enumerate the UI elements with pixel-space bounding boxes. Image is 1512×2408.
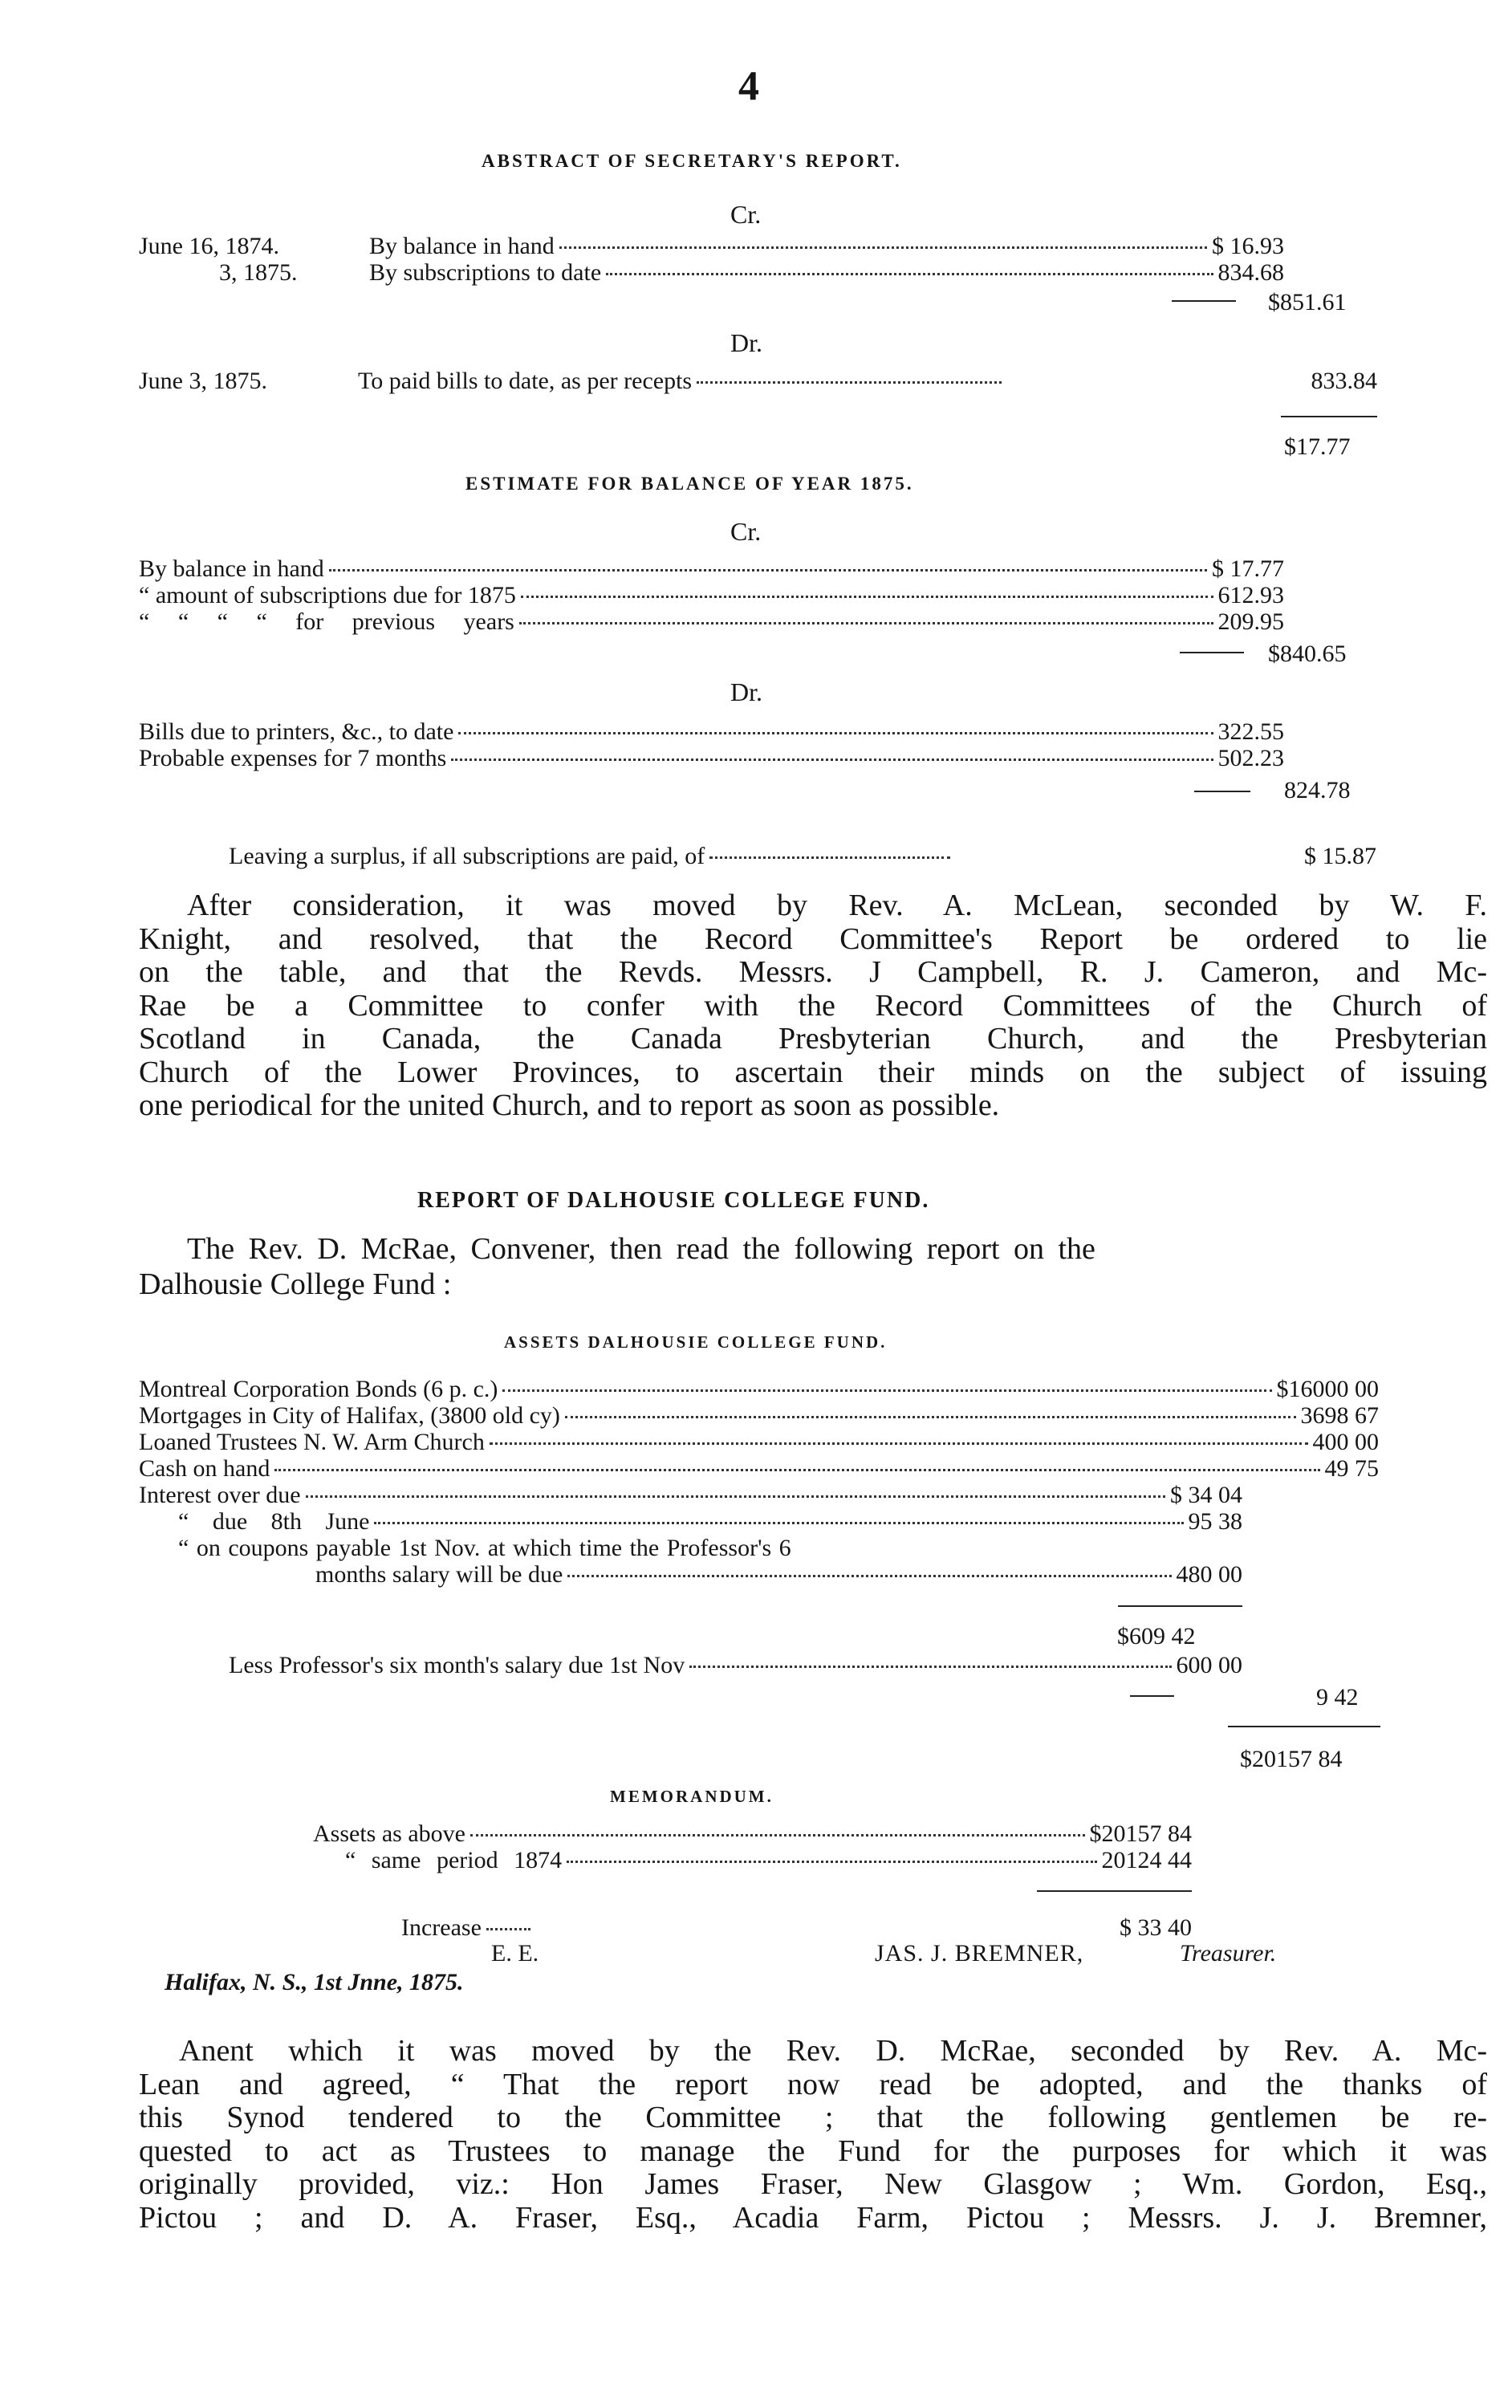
dalhousie-heading: REPORT OF DALHOUSIE COLLEGE FUND. (417, 1188, 930, 1213)
abstract-dr-label: To paid bills to date, as per recepts (358, 368, 693, 394)
interest-amount: $ 34 04 (1170, 1482, 1242, 1508)
interest-label: Interest over due (139, 1482, 301, 1508)
leader-dots (274, 1469, 1319, 1471)
leader-dots (565, 1416, 1296, 1418)
interest-label: “ due 8th June (178, 1508, 370, 1535)
abstract-dr-amount: 833.84 (1311, 368, 1377, 394)
asset-amount: 400 00 (1312, 1429, 1379, 1455)
memo-amount: 20124 44 (1101, 1847, 1192, 1873)
coupons-row-2 (315, 1561, 1242, 1588)
rule (1228, 1726, 1380, 1727)
asset-label: Loaned Trustees N. W. Arm Church (139, 1429, 485, 1455)
para2-line: this Synod tendered to the Committee ; that the following gentlemen be re- (139, 2101, 1487, 2134)
estimate-cr-amount-1: $ 17.77 (1212, 555, 1284, 582)
estimate-dr-row-1 (139, 718, 1284, 746)
less-amount: 600 00 (1176, 1652, 1242, 1678)
dalhousie-intro-1: The Rev. D. McRae, Convener, then read the following report on the (187, 1232, 1095, 1266)
para2-line: Anent which it was moved by the Rev. D. McRae, seconded by Rev. A. Mc- (179, 2034, 1487, 2068)
abstract-cr-row-1 (369, 233, 1284, 260)
ee-initials: E. E. (491, 1940, 539, 1967)
leader-dots (329, 569, 1207, 571)
estimate-cr-label-3: “ “ “ “ for previous years (139, 608, 514, 635)
interest-row-2 (178, 1508, 1242, 1536)
leader-dots (689, 1666, 1171, 1668)
asset-row-2 (139, 1402, 1379, 1430)
abstract-balance: $17.77 (1284, 433, 1351, 460)
surplus-label: Leaving a surplus, if all subscriptions are paid, of (229, 843, 705, 869)
para1-line: Knight, and resolved, that the Record Committee's Report be ordered to lie (139, 921, 1487, 956)
increase-row (401, 1914, 1192, 1942)
paragraph-record-committee (139, 889, 1487, 1123)
abstract-cr-date-1: June 16, 1874. (139, 233, 279, 259)
rule (1281, 416, 1377, 417)
estimate-cr-heading: Cr. (730, 517, 762, 546)
leader-dots (451, 759, 1213, 761)
estimate-cr-amount-3: 209.95 (1217, 608, 1284, 635)
leader-dots (697, 381, 1002, 384)
interest-total: $609 42 (1117, 1623, 1196, 1649)
asset-row-3 (139, 1429, 1379, 1456)
leader-dots (567, 1861, 1096, 1863)
asset-row-4 (139, 1455, 1379, 1483)
asset-label: Montreal Corporation Bonds (6 p. c.) (139, 1376, 498, 1402)
abstract-cr-amount-1: $ 16.93 (1212, 233, 1284, 259)
memo-amount: $20157 84 (1089, 1820, 1192, 1847)
treasurer-name: JAS. J. BREMNER, (875, 1940, 1084, 1967)
para1-line: Scotland in Canada, the Canada Presbyterian Church, and the Presbyterian (139, 1022, 1487, 1056)
asset-amount: 3698 67 (1300, 1402, 1379, 1429)
asset-amount: 49 75 (1324, 1455, 1379, 1482)
estimate-dr-label-2: Probable expenses for 7 months (139, 745, 447, 771)
coupons-line-1: “ on coupons payable 1st Nov. at which time the Professor's 6 (178, 1535, 791, 1561)
para1-line: After consideration, it was moved by Rev. A. McLean, seconded by W. F. (187, 889, 1487, 922)
para2-line: originally provided, viz.: Hon James Fraser, New Glasgow ; Wm. Gordon, Esq., (139, 2167, 1487, 2201)
para1-line: Church of the Lower Provinces, to ascertain their minds on the subject of issuing (139, 1055, 1487, 1089)
abstract-cr-label-1: By balance in hand (369, 233, 555, 259)
leader-dots (559, 246, 1207, 249)
interest-amount: 95 38 (1188, 1508, 1242, 1535)
estimate-cr-row-1 (139, 555, 1284, 583)
estimate-dr-row-2 (139, 745, 1284, 772)
para1-line: on the table, and that the Revds. Messrs. J Campbell, R. J. Cameron, and Mc- (139, 955, 1487, 989)
net-interest: 9 42 (1316, 1684, 1359, 1710)
estimate-dr-heading: Dr. (730, 677, 762, 706)
estimate-dr-label-1: Bills due to printers, &c., to date (139, 718, 454, 745)
leader-dots (521, 596, 1213, 598)
asset-row-1 (139, 1376, 1379, 1403)
leader-dots (374, 1522, 1183, 1524)
estimate-cr-amount-2: 612.93 (1217, 582, 1284, 608)
para2-line: Pictou ; and D. A. Fraser, Esq., Acadia Farm, Pictou ; Messrs. J. J. Bremner, (139, 2200, 1487, 2235)
para2-line: quested to act as Trustees to manage the Fund for the purposes for which it was (139, 2133, 1487, 2168)
estimate-cr-row-2 (139, 582, 1284, 609)
leader-dots (470, 1834, 1085, 1837)
leader-dots (709, 856, 950, 859)
surplus-row (229, 843, 1376, 870)
rule (1172, 300, 1236, 302)
memo-row-1 (313, 1820, 1192, 1848)
place-date: Halifax, N. S., 1st Jnne, 1875. (165, 1969, 464, 1995)
abstract-dr-row (358, 368, 1377, 395)
page-number: 4 (738, 63, 759, 109)
less-label: Less Professor's six month's salary due 1st Nov (229, 1652, 685, 1678)
abstract-title: ABSTRACT OF SECRETARY'S REPORT. (482, 151, 902, 171)
leader-dots (458, 732, 1213, 734)
coupons-label: months salary will be due (315, 1561, 563, 1588)
increase-label: Increase (401, 1914, 482, 1941)
asset-label: Cash on hand (139, 1455, 270, 1482)
para2-line: Lean and agreed, “ That the report now read be adopted, and the thanks of (139, 2067, 1487, 2101)
leader-dots (490, 1442, 1308, 1445)
surplus-amount: $ 15.87 (1304, 843, 1376, 869)
leader-dots (519, 622, 1213, 624)
memo-row-2 (345, 1847, 1192, 1874)
estimate-cr-label-2: “ amount of subscriptions due for 1875 (139, 582, 516, 608)
leader-dots (606, 273, 1213, 275)
estimate-dr-amount-2: 502.23 (1217, 745, 1284, 771)
interest-row-1 (139, 1482, 1242, 1509)
abstract-cr-label-2: By subscriptions to date (369, 259, 602, 286)
rule (1180, 652, 1244, 653)
paragraph-trustees (139, 2035, 1487, 2235)
coupons-amount: 480 00 (1176, 1561, 1242, 1588)
rule (1130, 1695, 1174, 1697)
leader-dots (502, 1389, 1271, 1392)
rule (1037, 1890, 1192, 1892)
abstract-cr-date-2: 3, 1875. (219, 259, 298, 286)
rule (1118, 1605, 1242, 1607)
leader-dots (567, 1575, 1171, 1577)
abstract-cr-amount-2: 834.68 (1217, 259, 1284, 286)
treasurer-title: Treasurer. (1180, 1940, 1277, 1967)
leader-dots (486, 1928, 530, 1930)
assets-title: ASSETS DALHOUSIE COLLEGE FUND. (504, 1332, 888, 1352)
asset-label: Mortgages in City of Halifax, (3800 old cy) (139, 1402, 560, 1429)
grand-total: $20157 84 (1240, 1746, 1343, 1772)
para1-last-line: one periodical for the united Church, and to report as soon as possible. (139, 1088, 1000, 1122)
rule (1194, 791, 1250, 792)
para1-line: Rae be a Committee to confer with the Record Committees of the Church of (139, 988, 1487, 1023)
abstract-dr-date: June 3, 1875. (139, 368, 267, 394)
abstract-cr-heading: Cr. (730, 200, 762, 229)
estimate-dr-amount-1: 322.55 (1217, 718, 1284, 745)
dalhousie-intro-2: Dalhousie College Fund : (139, 1267, 452, 1301)
estimate-title: ESTIMATE FOR BALANCE OF YEAR 1875. (465, 474, 914, 494)
estimate-cr-total: $840.65 (1268, 641, 1347, 667)
estimate-cr-row-3 (139, 608, 1284, 636)
memorandum-title: MEMORANDUM. (610, 1787, 774, 1806)
memo-label: “ same period 1874 (345, 1847, 563, 1873)
less-row (229, 1652, 1242, 1679)
estimate-cr-label-1: By balance in hand (139, 555, 324, 582)
asset-amount: $16000 00 (1276, 1376, 1379, 1402)
leader-dots (306, 1495, 1165, 1498)
estimate-dr-total: 824.78 (1284, 777, 1351, 803)
abstract-cr-total: $851.61 (1268, 289, 1347, 315)
abstract-dr-heading: Dr. (730, 328, 762, 357)
memo-label: Assets as above (313, 1820, 465, 1847)
abstract-cr-row-2 (369, 259, 1284, 287)
increase-amount: $ 33 40 (1120, 1914, 1192, 1941)
